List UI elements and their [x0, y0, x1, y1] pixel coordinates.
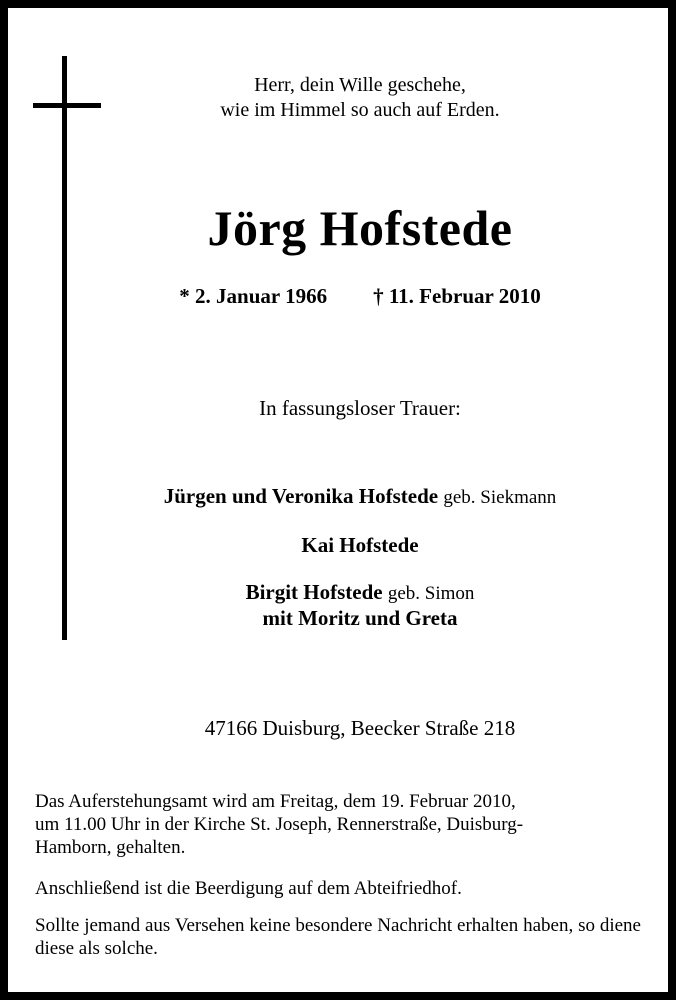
service-line-2: um 11.00 Uhr in der Kirche St. Joseph, Rennerstraße, Duisburg-	[35, 814, 524, 835]
life-dates	[100, 282, 620, 310]
mourner-3-note: geb. Simon	[387, 583, 475, 604]
mourner-1-name: Jürgen und Veronika Hofstede	[163, 484, 439, 508]
death-date: † 11. Februar 2010	[373, 284, 541, 308]
notice-paragraph: Sollte jemand aus Versehen keine besondere Nachricht erhalten haben, so diene diese als solche.	[35, 915, 641, 959]
service-paragraph	[35, 790, 641, 859]
psalm-quote	[140, 73, 580, 123]
psalm-line-2: wie im Himmel so auch auf Erden.	[220, 99, 500, 121]
mourner-4: mit Moritz und Greta	[262, 606, 458, 630]
mourning-intro: In fassungsloser Trauer:	[259, 396, 461, 420]
mourner-3-name: Birgit Hofstede	[245, 580, 383, 604]
deceased-name: Jörg Hofstede	[207, 200, 513, 256]
psalm-line-1: Herr, dein Wille geschehe,	[254, 74, 466, 96]
service-line-1: Das Auferstehungsamt wird am Freitag, dem 19. Februar 2010,	[35, 791, 516, 812]
family-address: 47166 Duisburg, Beecker Straße 218	[204, 716, 516, 740]
mourner-1-note: geb. Siekmann	[443, 487, 557, 508]
mourner-2: Kai Hofstede	[301, 533, 419, 557]
burial-paragraph: Anschließend ist die Beerdigung auf dem Abteifriedhof.	[35, 878, 462, 899]
service-line-3: Hamborn, gehalten.	[35, 837, 186, 858]
mourner-1	[60, 482, 660, 512]
birth-date: * 2. Januar 1966	[179, 284, 328, 308]
cross-icon-bar	[33, 103, 101, 108]
